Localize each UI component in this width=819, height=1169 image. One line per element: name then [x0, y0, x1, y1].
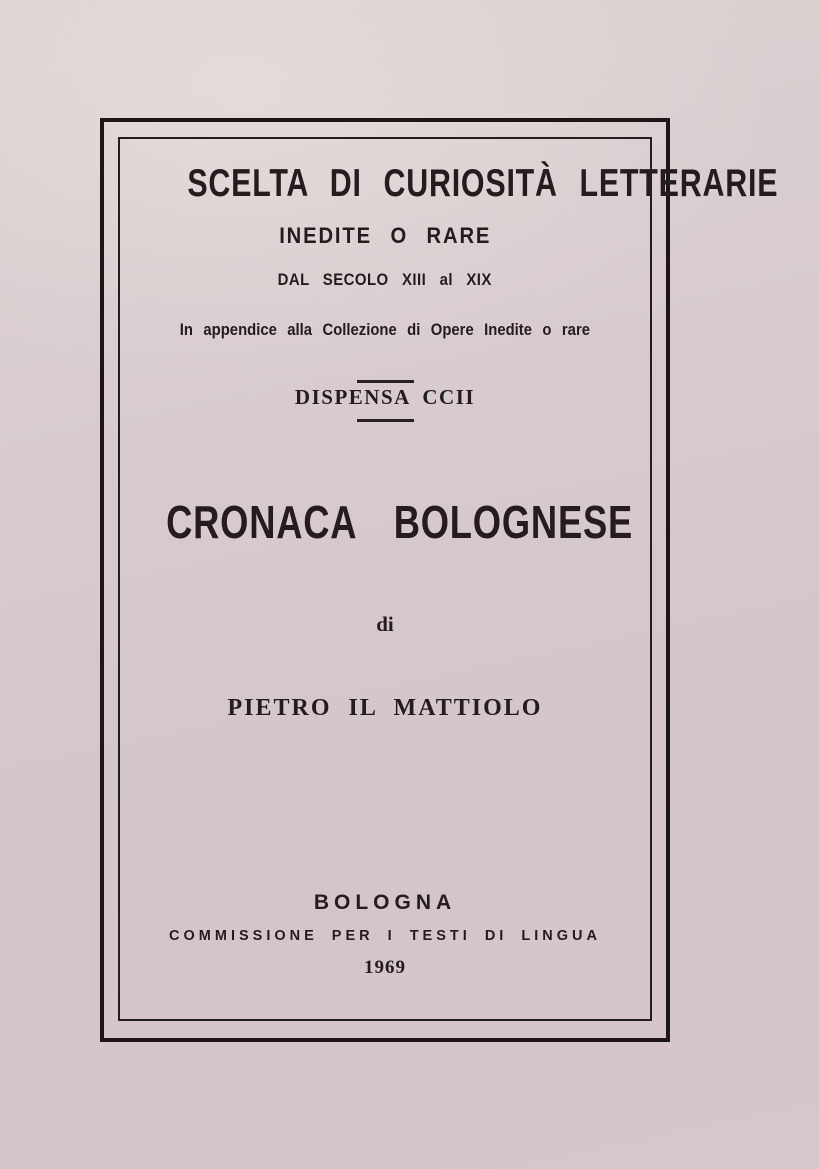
- author-name: PIETRO IL MATTIOLO: [227, 695, 543, 721]
- series-title-text: SCELTA DI CURIOSITÀ LETTERARIE: [187, 162, 779, 205]
- series-subtitle: [104, 225, 666, 247]
- series-title: [104, 162, 779, 205]
- series-range-text: DAL SECOLO XIII al XIX: [277, 270, 493, 289]
- rule-above-dispensa: [357, 380, 414, 383]
- series-subtitle-text: INEDITE O RARE: [278, 223, 492, 248]
- outer-border-frame: [100, 118, 779, 1042]
- book-title: [104, 496, 666, 548]
- imprint-publisher: COMMISSIONE PER I TESTI DI LINGUA: [169, 928, 601, 944]
- series-range: [104, 271, 666, 288]
- byline: di: [376, 612, 394, 636]
- appendix-note: [104, 322, 666, 339]
- imprint-year: 1969: [364, 957, 406, 978]
- appendix-note-text: In appendice alla Collezione di Opere Inedite o rare: [179, 321, 591, 339]
- dispensa-number: DISPENSA CCII: [294, 385, 476, 409]
- rule-below-dispensa: [357, 419, 414, 422]
- imprint-city: BOLOGNA: [313, 891, 457, 914]
- book-title-text: CRONACA BOLOGNESE: [166, 496, 634, 548]
